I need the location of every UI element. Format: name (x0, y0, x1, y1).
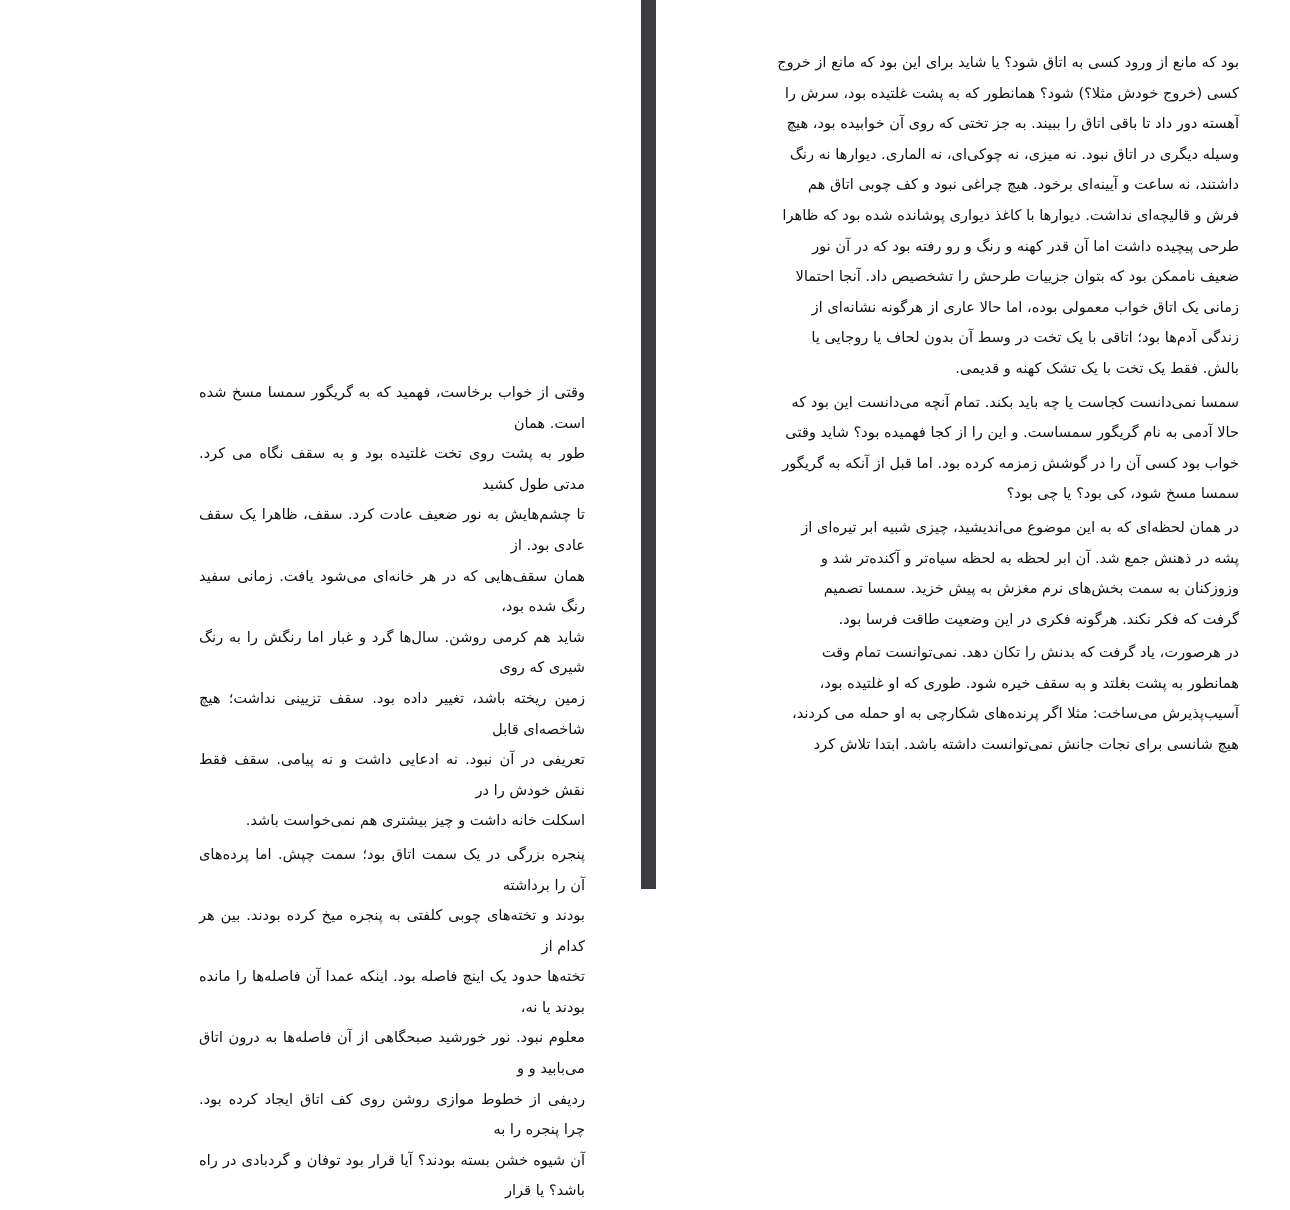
left-page (0, 0, 641, 1200)
right-page (656, 0, 1290, 889)
left-paragraph: وقتی از خواب برخاست، فهمید که به گریگور سمسا مسخ شده است. همان طور به پشت روی تخت غلتیده بود و به سقف نگاه می کرد. مدتی طول کشید تا چشم‌هایش به نور ضعیف عادت کرد. سقف، ظاهرا یک سقف عادی بود. از همان سقف‌هایی که در هر خانه‌ای می‌شود یافت. زمانی سفید رنگ شده بود، شاید هم کرمی روشن. سال‌ها گرد و غبار اما رنگش را به رنگ شیری که روی زمین ریخته باشد، تغییر داده بود. سقف تزیینی نداشت؛ هیچ شاخصه‌ای قابل تعریفی در آن نبود. نه ادعایی داشت و نه پیامی. سقف فقط نقش خودش را در اسکلت خانه داشت و چیز بیشتری هم نمی‌خواست باشد. (199, 384, 585, 830)
right-paragraph: در همان لحظه‌ای که به این موضوع می‌اندیشید، چیزی شبیه ابر تیره‌ای از پشه در ذهنش جمع شد. آن ابر لحظه به لحظه سیاه‌تر و آکنده‌تر شد و وزوزکنان به سمت بخش‌های نرم مغزش به پیش خزید. سمسا تصمیم گرفت که فکر نکند. هرگونه فکری در این وضعیت طاقت فرسا بود. (801, 518, 1239, 628)
right-paragraph: در هرصورت، یاد گرفت که بدنش را تکان دهد. نمی‌توانست تمام وقت همانطور به پشت بغلتد و به سقف خیره شود. طوری که او غلتیده بود، آسیب‌پذیرش می‌ساخت: مثلا اگر پرنده‌های شکارچی به او حمله می کردند، هیچ شانسی برای نجات جانش نمی‌توانست داشته باشد. ابتدا تلاش کرد (792, 644, 1239, 754)
right-paragraph: سمسا نمی‌دانست کجاست یا چه باید بکند. تمام آنچه می‌دانست این بود که حالا آدمی به نام گریگور سمساست. و این را از کجا فهمیده بود؟ شاید وقتی خواب بود کسی آن را در گوشش زمزمه کرده بود. اما قبل از آنکه به گریگور سمسا مسخ شود، کی بود؟ یا چی بود؟ (782, 393, 1239, 503)
left-paragraph: پنجره بزرگی در یک سمت اتاق بود؛ سمت چپش. اما پرده‌های آن را برداشته بودند و تخته‌های چوبی کلفتی به پنجره میخ کرده بودند. بین هر کدام از تخته‌ها حدود یک اینچ فاصله بود. اینکه عمدا آن فاصله‌ها را مانده بودند یا نه، معلوم نبود. نور خورشید صبحگاهی از آن فاصله‌ها به درون اتاق می‌بابید و و ردیفی از خطوط موازی روشن روی کف اتاق ایجاد کرده بود. چرا پنجره را به آن شیوه خشن بسته بودند؟ آیا قرار بود توفان و گردبادی در راه باشد؟ یا قرار (199, 845, 585, 1200)
left-page-text (199, 378, 585, 1210)
book-gutter (641, 0, 656, 889)
right-page-text (711, 48, 1239, 764)
right-paragraph: بود که مانع از ورود کسی به اتاق شود؟ یا شاید برای این بود که مانع از خروج کسی (خروج خودش مثلا؟) شود؟ همانطور که به پشت غلتیده بود، سرش را آهسته دور داد تا باقی اتاق را ببیند. به جز تختی که روی آن خوابیده بود، هیچ وسیله دیگری در اتاق نبود. نه میزی، نه چوکی‌ای، نه الماری. دیوارها نه رنگ داشتند، نه ساعت و آیینه‌ای برخود. هیچ چراغی نبود و کف چوبی اتاق هم فرش و قالیچه‌ای نداشت. دیوارها با کاغذ دیواری پوشانده شده بود که ظاهرا طرحی پیچیده داشت اما آن قدر کهنه و رنگ و رو رفته بود که در آن نور ضعیف ناممکن بود که بتوان جزییات طرحش را تشخصیص داد. آنجا احتمالا زمانی یک اتاق خواب معمولی بوده، اما حالا عاری از هرگونه نشانه‌ای از زندگی آدم‌ها بود؛ اتاقی با یک تخت در وسط آن بدون لحاف یا روجایی یا بالش. فقط یک تخت با یک تشک کهنه و قدیمی. (777, 54, 1239, 377)
